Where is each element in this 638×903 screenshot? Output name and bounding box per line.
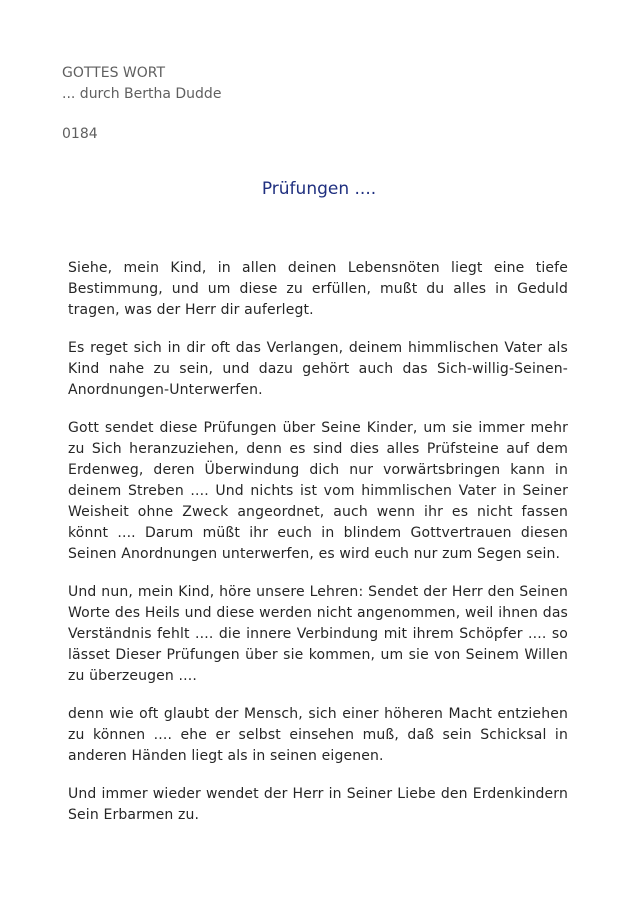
document-body [68, 258, 568, 843]
document-number: 0184 [62, 126, 98, 142]
header-title: GOTTES WORT [62, 65, 166, 81]
paragraph: Und immer wieder wendet der Herr in Seiner Liebe den Erdenkindern Sein Erbarmen zu. [68, 786, 568, 823]
paragraph: Und nun, mein Kind, höre unsere Lehren: Sendet der Herr den Seinen Worte des Heils und diese werden nicht angenommen, weil ihnen das Verständnis fehlt .... die innere Verbindung mit ihrem Schöpfer .... so lässet Dieser Prüfungen über sie kommen, um sie von Seinem Willen zu überzeugen .... [68, 584, 568, 684]
paragraph: Es reget sich in dir oft das Verlangen, deinem himmlischen Vater als Kind nahe zu sein, und dazu gehört auch das Sich-willig-Seinen-Anordnungen-Unterwerfen. [68, 340, 568, 398]
document-header [62, 63, 221, 145]
header-author: ... durch Bertha Dudde [62, 86, 222, 102]
page-title: Prüfungen .... [261, 179, 377, 199]
paragraph: Gott sendet diese Prüfungen über Seine Kinder, um sie immer mehr zu Sich heranzuziehen, denn es sind dies alles Prüfsteine auf dem Erdenweg, deren Überwindung dich nur vorwärtsbringen kann in deinem Streben .... Und nichts ist vom himmlischen Vater in Seiner Weisheit ohne Zweck angeordnet, auch wenn ihr es nicht fassen könnt .... Darum müßt ihr euch in blindem Gottvertrauen diesen Seinen Anordnungen unterwerfen, es wird euch nur zum Segen sein. [68, 420, 568, 562]
paragraph: denn wie oft glaubt der Mensch, sich einer höheren Macht entziehen zu können .... ehe er selbst einsehen muß, daß sein Schicksal in anderen Händen liegt als in seinen eigenen. [68, 706, 568, 764]
paragraph: Siehe, mein Kind, in allen deinen Lebensnöten liegt eine tiefe Bestimmung, und um diese zu erfüllen, mußt du alles in Geduld tragen, was der Herr dir auferlegt. [68, 260, 568, 318]
